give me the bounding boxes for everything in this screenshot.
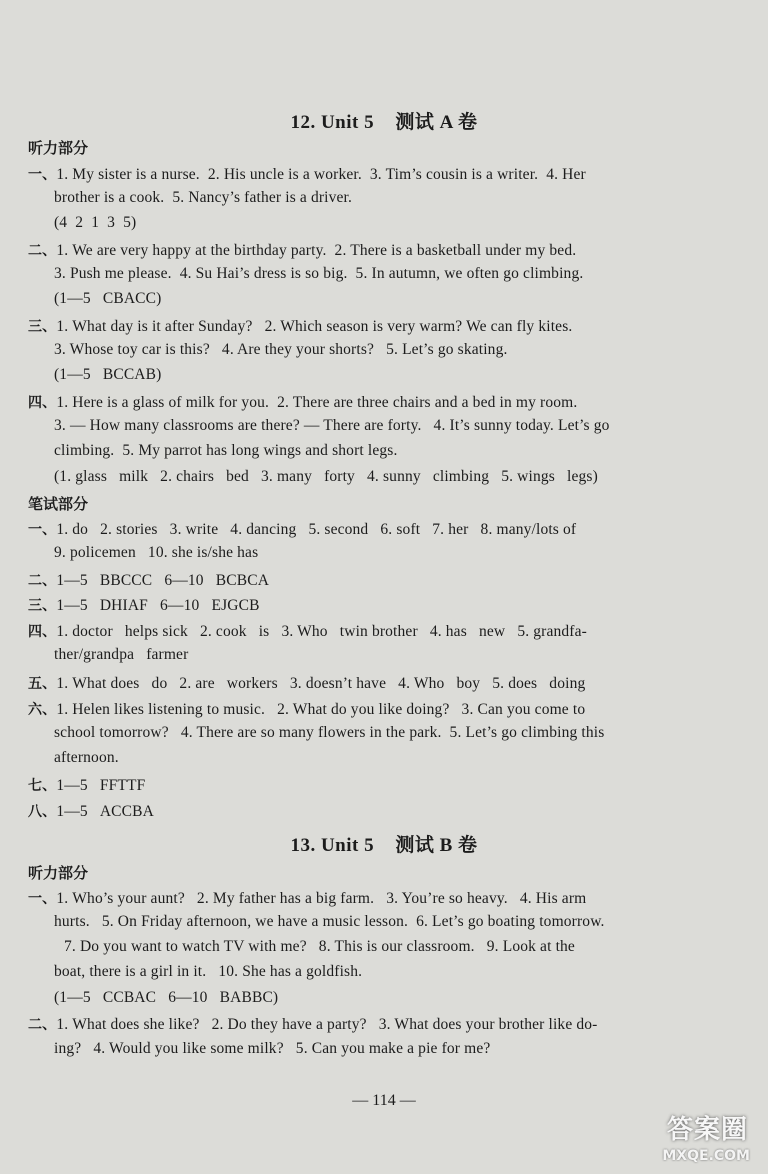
test-a-w3: 三、1—5 DHIAF 6—10 EJGCB	[28, 597, 260, 614]
test-a-title-num: 12. Unit 5	[290, 112, 375, 133]
test-a-w5: 五、1. What does do 2. are workers 3. doesn’t have 4. Who boy 5. does doing	[28, 675, 586, 692]
test-a-w8: 八、1—5 ACCBA	[28, 803, 154, 820]
page-number: — 114 —	[352, 1092, 416, 1109]
test-a-l3-line1: 三、1. What day is it after Sunday? 2. Which season is very warm? We can fly kites.	[28, 318, 573, 335]
test-b-l2-line1: 二、1. What does she like? 2. Do they have a party? 3. What does your brother like do-	[28, 1016, 598, 1033]
test-b-title-num: 13. Unit 5	[290, 835, 375, 856]
test-a-l4-line1: 四、1. Here is a glass of milk for you. 2. There are three chairs and a bed in my room.	[28, 394, 578, 411]
test-a-title	[0, 107, 768, 134]
test-b-l2-line2: ing? 4. Would you like some milk? 5. Can you make a pie for me?	[54, 1040, 491, 1057]
test-a-w4-line2: ther/grandpa farmer	[54, 646, 189, 663]
test-b-l1-line1: 一、1. Who’s your aunt? 2. My father has a big farm. 3. You’re so heavy. 4. His arm	[28, 890, 587, 907]
test-a-listening-header: 听力部分	[28, 139, 89, 157]
test-a-writing-header: 笔试部分	[28, 495, 89, 513]
test-b-l1-line4: boat, there is a girl in it. 10. She has a goldfish.	[54, 963, 363, 980]
test-a-w4-line1: 四、1. doctor helps sick 2. cook is 3. Who twin brother 4. has new 5. grandfa-	[28, 623, 587, 640]
watermark	[640, 1104, 760, 1168]
test-b-l1-answer: (1—5 CCBAC 6—10 BABBC)	[54, 989, 279, 1006]
test-b-title-text: 测试 B 卷	[395, 835, 478, 856]
test-b-title	[0, 830, 768, 857]
watermark-site: MXQE.COM	[662, 1148, 750, 1164]
test-a-l1-line1: 一、1. My sister is a nurse. 2. His uncle is a worker. 3. Tim’s cousin is a writer. 4. Her	[28, 166, 586, 183]
test-a-w2: 二、1—5 BBCCC 6—10 BCBCA	[28, 572, 270, 589]
test-b-l1-line3: 7. Do you want to watch TV with me? 8. This is our classroom. 9. Look at the	[64, 938, 575, 955]
test-a-w7: 七、1—5 FFTTF	[28, 777, 146, 794]
test-a-l2-answer: (1—5 CBACC)	[54, 290, 162, 307]
test-a-title-text: 测试 A 卷	[395, 112, 478, 133]
test-a-l2-line1: 二、1. We are very happy at the birthday party. 2. There is a basketball under my bed.	[28, 242, 577, 259]
test-a-l4-answer: (1. glass milk 2. chairs bed 3. many forty 4. sunny climbing 5. wings legs)	[54, 468, 598, 485]
test-a-l2-line2: 3. Push me please. 4. Su Hai’s dress is so big. 5. In autumn, we often go climbing.	[54, 265, 584, 282]
test-a-l4-line3: climbing. 5. My parrot has long wings and short legs.	[54, 442, 398, 459]
test-a-l3-line2: 3. Whose toy car is this? 4. Are they your shorts? 5. Let’s go skating.	[54, 341, 508, 358]
test-a-w6-line3: afternoon.	[54, 749, 119, 766]
watermark-logo: 答案圈	[666, 1115, 748, 1145]
test-a-w1-line2: 9. policemen 10. she is/she has	[54, 544, 259, 561]
test-a-l3-answer: (1—5 BCCAB)	[54, 366, 162, 383]
test-a-w6-line1: 六、1. Helen likes listening to music. 2. What do you like doing? 3. Can you come to	[28, 701, 586, 718]
test-a-w1-line1: 一、1. do 2. stories 3. write 4. dancing 5. second 6. soft 7. her 8. many/lots of	[28, 521, 577, 538]
test-a-l1-line2: brother is a cook. 5. Nancy’s father is a driver.	[54, 189, 353, 206]
test-a-l1-answer: (4 2 1 3 5)	[54, 214, 137, 231]
test-b-l1-line2: hurts. 5. On Friday afternoon, we have a music lesson. 6. Let’s go boating tomorrow.	[54, 913, 605, 930]
test-a-l4-line2: 3. — How many classrooms are there? — There are forty. 4. It’s sunny today. Let’s go	[54, 417, 610, 434]
test-b-listening-header: 听力部分	[28, 864, 89, 882]
test-a-w6-line2: school tomorrow? 4. There are so many flowers in the park. 5. Let’s go climbing this	[54, 724, 605, 741]
